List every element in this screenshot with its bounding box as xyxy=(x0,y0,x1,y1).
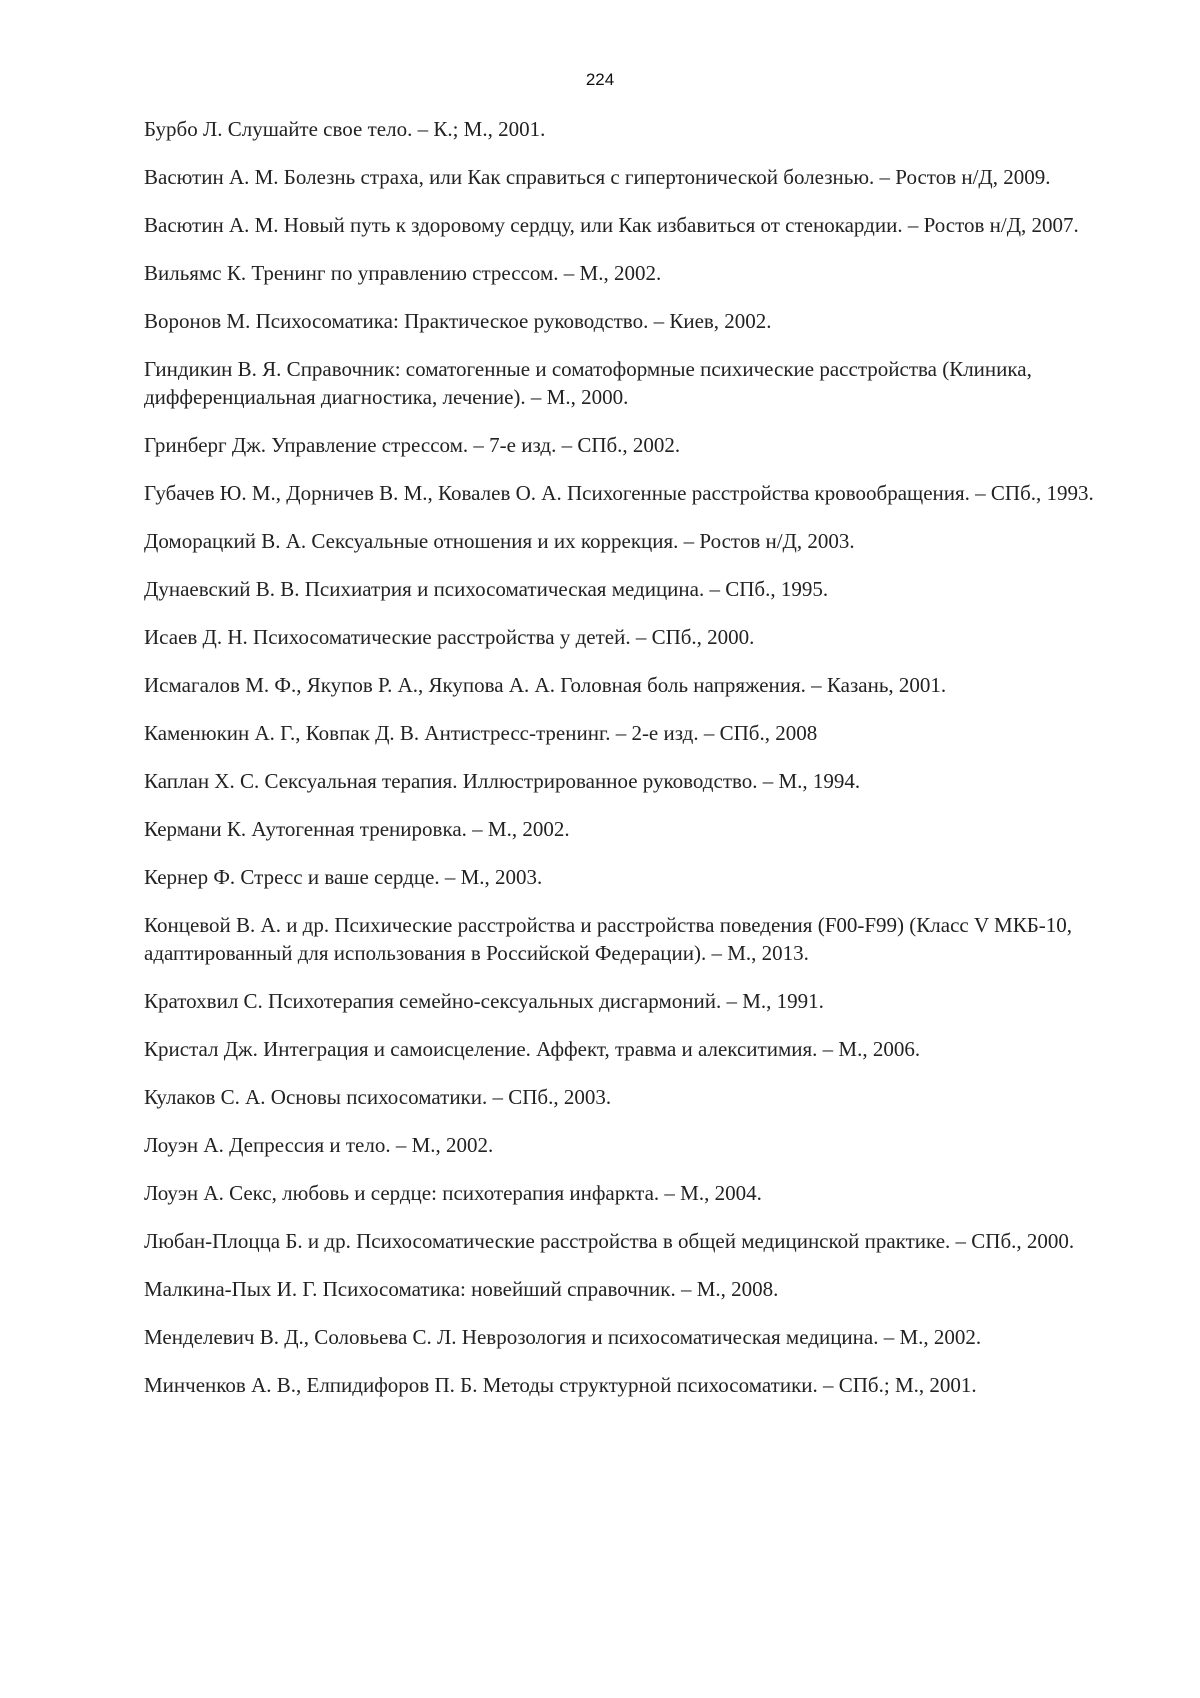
reference-item: Дунаевский В. В. Психиатрия и психосоматическая медицина. – СПб., 1995. xyxy=(144,577,829,601)
reference-item: Любан-Плоцца Б. и др. Психосоматические расстройства в общей медицинской практике. – СПб., 2000. xyxy=(144,1229,1075,1253)
page-number: 224 xyxy=(585,70,615,89)
reference-item: Каплан Х. С. Сексуальная терапия. Иллюстрированное руководство. – М., 1994. xyxy=(144,769,861,793)
reference-item: Губачев Ю. М., Дорничев В. М., Ковалев О. А. Психогенные расстройства кровообращения. – СПб., 1993. xyxy=(144,481,1094,505)
reference-item: Бурбо Л. Слушайте свое тело. – К.; М., 2001. xyxy=(144,117,546,141)
reference-item: Каменюкин А. Г., Ковпак Д. В. Антистресс-тренинг. – 2-е изд. – СПб., 2008 xyxy=(144,721,818,745)
reference-item: Воронов М. Психосоматика: Практическое руководство. – Киев, 2002. xyxy=(144,309,772,333)
reference-item: Васютин А. М. Болезнь страха, или Как справиться с гипертонической болезнью. – Ростов н/Д, 2009. xyxy=(144,165,1051,189)
reference-item: Лоуэн А. Секс, любовь и сердце: психотерапия инфаркта. – М., 2004. xyxy=(144,1181,762,1205)
reference-list xyxy=(144,115,1124,1419)
reference-item: Кернер Ф. Стресс и ваше сердце. – М., 2003. xyxy=(144,865,543,889)
reference-item: Кратохвил С. Психотерапия семейно-сексуальных дисгармоний. – М., 1991. xyxy=(144,989,824,1013)
reference-item: Исаев Д. Н. Психосоматические расстройства у детей. – СПб., 2000. xyxy=(144,625,755,649)
reference-item: Исмагалов М. Ф., Якупов Р. А., Якупова А. А. Головная боль напряжения. – Казань, 2001. xyxy=(144,673,947,697)
reference-item: Менделевич В. Д., Соловьева С. Л. Неврозология и психосоматическая медицина. – М., 2002. xyxy=(144,1325,982,1349)
reference-item: Концевой В. А. и др. Психические расстройства и расстройства поведения (F00-F99) (Класс V МКБ-10, адаптированный для использования в Российской Федерации). – М., 2013. xyxy=(144,913,1072,965)
reference-item: Малкина-Пых И. Г. Психосоматика: новейший справочник. – М., 2008. xyxy=(144,1277,779,1301)
reference-item: Минченков А. В., Елпидифоров П. Б. Методы структурной психосоматики. – СПб.; М., 2001. xyxy=(144,1373,977,1397)
reference-item: Кулаков С. А. Основы психосоматики. – СПб., 2003. xyxy=(144,1085,612,1109)
reference-item: Вильямс К. Тренинг по управлению стрессом. – М., 2002. xyxy=(144,261,662,285)
reference-item: Лоуэн А. Депрессия и тело. – М., 2002. xyxy=(144,1133,494,1157)
reference-item: Кристал Дж. Интеграция и самоисцеление. Аффект, травма и алекситимия. – М., 2006. xyxy=(144,1037,921,1061)
reference-item: Гиндикин В. Я. Справочник: соматогенные и соматоформные психические расстройства (Клиника, дифференциальная диагностика, лечение). – М., 2000. xyxy=(144,357,1032,409)
reference-item: Васютин А. М. Новый путь к здоровому сердцу, или Как избавиться от стенокардии. – Ростов н/Д, 2007. xyxy=(144,213,1079,237)
reference-item: Кермани К. Аутогенная тренировка. – М., 2002. xyxy=(144,817,570,841)
reference-item: Гринберг Дж. Управление стрессом. – 7-е изд. – СПб., 2002. xyxy=(144,433,681,457)
reference-item: Доморацкий В. А. Сексуальные отношения и их коррекция. – Ростов н/Д, 2003. xyxy=(144,529,855,553)
